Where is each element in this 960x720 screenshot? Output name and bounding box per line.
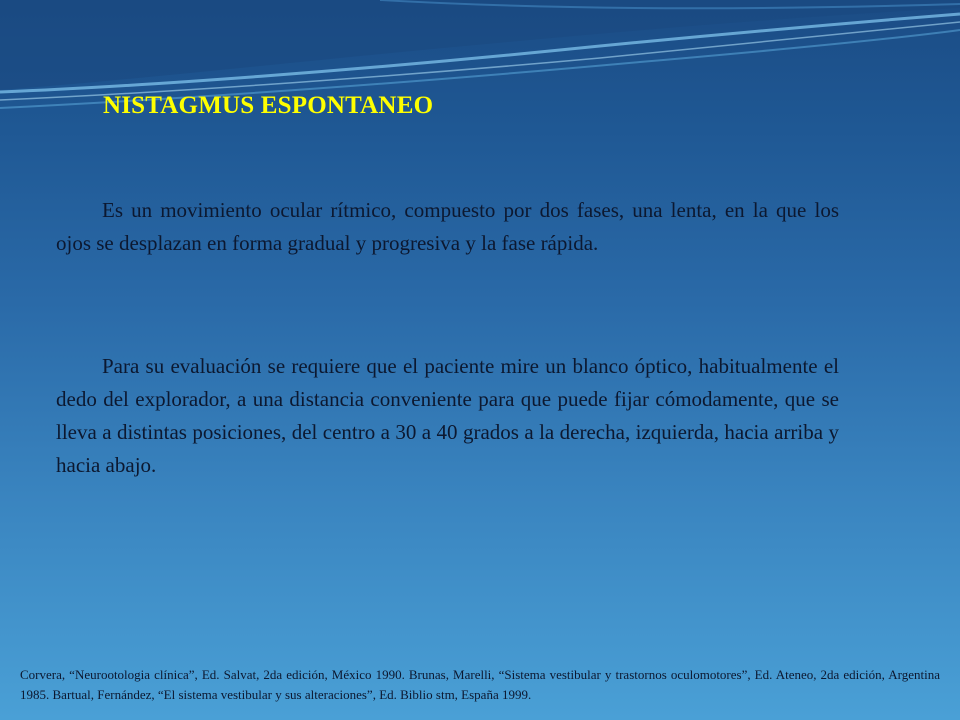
paragraph-evaluation: Para su evaluación se requiere que el paciente mire un blanco óptico, habitualmente el dedo del explorador, a una distancia conveniente para que puede fijar cómodamente, que se lleva a distintas posiciones, del centro a 30 a 40 grados a la derecha, izquierda, hacia arriba y hacia abajo. (56, 354, 839, 477)
references-footer: Corvera, “Neurootologia clínica”, Ed. Salvat, 2da edición, México 1990. Brunas, Marelli, “Sistema vestibular y trastornos oculomotores”, Ed. Ateneo, 2da edición, Argentina 1985. Bartual, Fernández, “El sistema vestibular y sus alteraciones”, Ed. Biblio stm, España 1999. (20, 667, 940, 702)
slide-title: NISTAGMUS ESPONTANEO (103, 92, 434, 119)
paragraph-definition: Es un movimiento ocular rítmico, compuesto por dos fases, una lenta, en la que los ojos se desplazan en forma gradual y progresiva y la fase rápida. (56, 198, 839, 255)
